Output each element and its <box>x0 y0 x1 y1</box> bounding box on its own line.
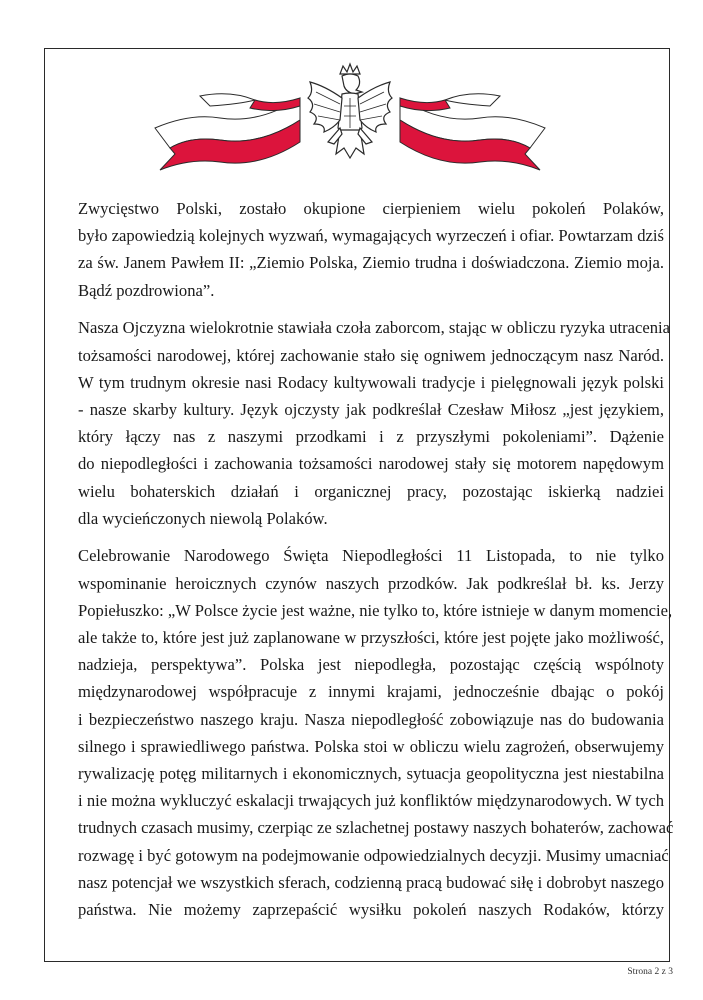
text-line: W tym trudnym okresie nasi Rodacy kultywowali tradycje i pielęgnowali język polski <box>78 372 664 392</box>
letter-body <box>78 195 674 934</box>
text-line: ale także to, które jest już zaplanowane w przyszłości, które jest pojęte jako możliwość, <box>78 628 664 648</box>
paragraph <box>78 542 674 923</box>
text-line: tożsamości narodowej, której zachowanie stało się ogniwem jednoczącym nasz Naród. <box>78 345 664 365</box>
text-line: za św. Janem Pawłem II: „Ziemio Polska, Ziemio trudna i doświadczona. Ziemio moja. <box>78 253 664 273</box>
text-line: trudnych czasach musimy, czerpiąc ze szlachetnej postawy naszych bohaterów, zachować <box>78 818 674 838</box>
text-line: państwa. Nie możemy zaprzepaścić wysiłku pokoleń naszych Rodaków, którzy <box>78 900 664 920</box>
text-line: do niepodległości i zachowania tożsamości narodowej stały się motorem napędowym <box>78 454 664 474</box>
text-line: nadzieja, perspektywa”. Polska jest niepodległa, pozostając częścią wspólnoty <box>78 655 664 675</box>
text-line: wielu bohaterskich działań i organicznej pracy, pozostając iskierką nadziei <box>78 481 664 501</box>
page-separator: z <box>661 967 666 977</box>
paragraph <box>78 195 664 304</box>
text-line: silnego i sprawiedliwego państwa. Polska stoi w obliczu wielu zagrożeń, obserwujemy <box>78 736 664 756</box>
page-label: Strona <box>627 967 653 977</box>
text-line: wspominanie heroicznych czynów naszych przodków. Jak podkreślał bł. ks. Jerzy <box>78 573 664 593</box>
text-line: rozwagę i być gotowym na podejmowanie odpowiedzialnych decyzji. Musimy umacniać <box>78 845 669 865</box>
text-line: i bezpieczeństwo naszego kraju. Nasza niepodległość zobowiązuje nas do budowania <box>78 709 664 729</box>
text-line: i nie można wykluczyć eskalacji trwających już konfliktów międzynarodowych. W tych <box>78 791 664 811</box>
page-total: 3 <box>668 967 673 977</box>
right-flag-ribbon <box>400 94 545 170</box>
text-line: nasz potencjał we wszystkich sferach, codzienną pracą budować siłę i dobrobyt naszego <box>78 872 664 892</box>
white-eagle-icon <box>308 64 392 158</box>
letterhead-emblem <box>150 58 550 178</box>
text-line: Bądź pozdrowiona”. <box>78 280 215 300</box>
paragraph <box>78 314 671 532</box>
page-current: 2 <box>654 967 660 977</box>
text-line: który łączy nas z naszymi przodkami i z przyszłymi pokoleniami”. Dążenie <box>78 427 664 447</box>
page-number <box>627 967 673 977</box>
text-line: międzynarodowej współpracuje z innymi krajami, jednocześnie dbając o pokój <box>78 682 664 702</box>
text-line: - nasze skarby kultury. Język ojczysty jak podkreślał Czesław Miłosz „jest językiem, <box>78 399 664 419</box>
left-flag-ribbon <box>155 94 300 170</box>
text-line: Celebrowanie Narodowego Święta Niepodległości 11 Listopada, to nie tylko <box>78 546 664 566</box>
text-line: rywalizację potęg militarnych i ekonomicznych, sytuacja geopolityczna jest niestabilna <box>78 764 664 784</box>
text-line: Zwycięstwo Polski, zostało okupione cierpieniem wielu pokoleń Polaków, <box>78 199 664 218</box>
text-line: Popiełuszko: „W Polsce życie jest ważne, nie tylko to, które istnieje w danym momencie, <box>78 600 673 620</box>
text-line: dla wycieńczonych niewolą Polaków. <box>78 508 328 528</box>
text-line: Nasza Ojczyzna wielokrotnie stawiała czoła zaborcom, stając w obliczu ryzyka utracenia <box>78 318 671 338</box>
eagle-and-flags-graphic <box>150 58 550 178</box>
text-line: było zapowiedzią kolejnych wyzwań, wymagających wyrzeczeń i ofiar. Powtarzam dziś <box>78 226 664 246</box>
